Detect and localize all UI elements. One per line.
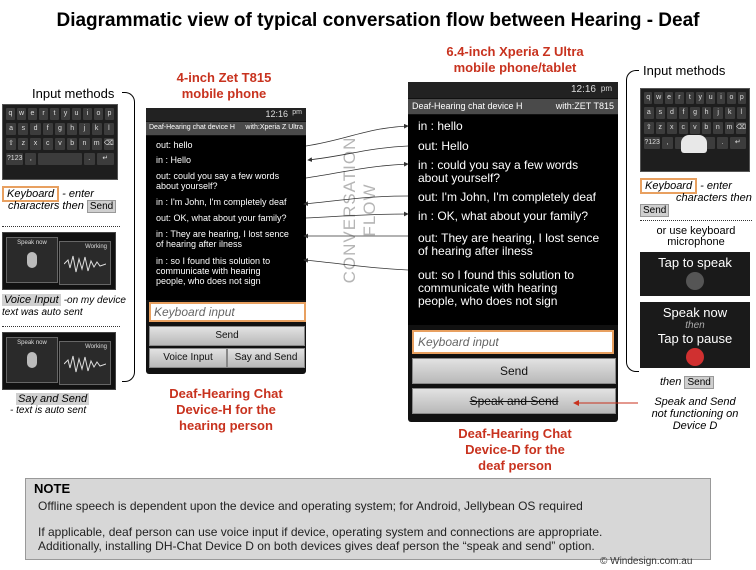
key: k [725,107,735,119]
speak-now-card [6,337,58,383]
kbd-row-1 [6,108,114,120]
key: g [55,123,65,135]
kbd-row-4 [6,153,114,165]
key: ⇧ [644,122,654,134]
message: in : They are hearing, I lost sence of hearing after ilness [156,229,289,249]
microphone-icon [686,272,704,290]
voice-input-desc [2,294,132,318]
clock: 12:16 [265,109,288,119]
voice-input-text: -on my device text was auto sent [2,295,126,318]
send-badge: Send [640,204,669,217]
microphone-icon [27,252,37,268]
message: out: so I found this solution to communicate with hearing people, who does not sign [418,268,575,308]
key: l [737,107,747,119]
keyboard-thumbnail-right [640,88,750,172]
keyboard-desc-left [2,188,122,212]
say-send-tag: Say and Send [18,393,88,405]
kbd-row-2 [644,107,746,119]
message: in : so I found this solution to communicate with hearing people, who does not sign [156,256,271,286]
arrow-to-speak-send [570,396,640,410]
key: d [30,123,40,135]
key: o [727,92,735,104]
message: out: They are hearing, I lost sence of hearing after ilness [418,231,600,258]
key: . [84,153,95,165]
key: ⌫ [736,122,746,134]
right-phone [408,82,618,422]
message: in : I'm John, I'm completely deaf [156,197,287,207]
key: ↵ [730,137,746,149]
key: z [656,122,666,134]
key: j [713,107,723,119]
header-title: Deaf-Hearing chat device H [412,101,523,111]
flow-arrows [296,110,416,290]
key: n [713,122,723,134]
key: f [679,107,689,119]
speak-send-note: Speak and Send not functioning on Device D [651,396,739,432]
microphone-icon [27,352,37,368]
key: , [25,153,36,165]
waveform-icon [64,254,106,274]
left-bracket [122,92,135,382]
chat-header [408,99,618,114]
key: x [667,122,677,134]
working-text: Working [85,344,107,350]
working-text: Working [85,244,107,250]
kbd-row-2 [6,123,114,135]
clock: 12:16 [570,84,596,95]
send-badge: Send [87,200,116,213]
key: z [18,138,28,150]
message: out: OK, what about your family? [156,213,287,223]
conversation-flow-label: CONVERSATION FLOW [340,136,379,284]
key: w [654,92,662,104]
finger-tap-icon [681,135,707,153]
keyboard-text-2: characters then [8,200,84,212]
message: out: could you say a few words about yourself? [156,171,280,191]
keyboard-thumbnail-left [2,104,118,180]
space-key [38,153,81,165]
key: , [662,137,672,149]
key: h [702,107,712,119]
input-methods-label-right: Input methods [643,63,726,78]
key: v [55,138,65,150]
key: u [706,92,714,104]
messages-area [408,115,618,325]
send-badge: Send [684,376,713,389]
page-title: Diagrammatic view of typical conversation flow between Hearing - Deaf [56,10,700,31]
message: out: I'm John, I'm completely deaf [418,190,596,204]
key: l [104,123,114,135]
right-phone-model: 6.4-inch Xperia Z Ultra mobile phone/tablet [446,44,584,75]
kbd-row-3 [6,138,114,150]
key: u [72,108,81,120]
message: in : could you say a few words about yourself? [418,158,579,185]
key: ?123 [644,137,660,149]
tap-to-speak-text: Tap to speak [658,255,732,270]
divider [640,220,752,221]
key: d [667,107,677,119]
tap-to-pause-text: Tap to pause [657,331,733,346]
then-text: then [660,376,682,388]
say-send-text: - text is auto sent [10,405,87,416]
header-title: Deaf-Hearing chat device H [149,124,235,131]
working-card [59,241,111,285]
kbd-row-1 [644,92,746,104]
divider [2,226,120,227]
key: v [690,122,700,134]
key: . [717,137,727,149]
keyboard-text-2: characters then [676,192,752,204]
kbd-row-3 [644,122,746,134]
key: f [43,123,53,135]
key: c [43,138,53,150]
microphone-active-icon [686,348,704,366]
voice-input-tag: Voice Input [4,294,59,306]
voice-input-thumbnail [2,232,116,290]
message: out: Hello [418,139,469,153]
keyboard-tag: Keyboard [2,186,59,202]
key: m [92,138,102,150]
note-box [25,478,711,560]
key: q [644,92,652,104]
message: in : OK, what about your family? [418,209,589,223]
key: ⇧ [6,138,16,150]
left-phone-model: 4-inch Zet T815 mobile phone [176,70,272,101]
note-line: Offline speech is dependent upon the device and operating system; for Android, Jellybean OS required [38,499,583,513]
key: ⌫ [104,138,114,150]
say-and-send-button[interactable]: Say and Send [227,348,305,368]
note-line: If applicable, deaf person can use voice input if device, operating system and connections are appropriate. [38,525,603,539]
speak-and-send-button[interactable]: Speak and Send [412,388,616,414]
key: b [67,138,77,150]
key: y [696,92,704,104]
waveform-icon [64,354,106,374]
key: a [644,107,654,119]
key: n [79,138,89,150]
key: t [50,108,59,120]
key: g [690,107,700,119]
input-methods-label-left: Input methods [32,86,115,101]
speak-now-text: Speak now [17,340,47,346]
right-phone-caption: Deaf-Hearing Chat Device-D for the deaf person [458,426,572,473]
key: c [679,122,689,134]
speak-now-text: Speak now [662,305,728,320]
message: in : hello [418,119,463,133]
key: o [94,108,103,120]
key: s [656,107,666,119]
key: j [79,123,89,135]
key: r [675,92,683,104]
then-text: then [685,320,705,331]
key: i [717,92,725,104]
key: s [18,123,28,135]
left-phone-caption: Deaf-Hearing Chat Device-H for the hearing person [169,386,283,433]
key: x [30,138,40,150]
key: b [702,122,712,134]
key: k [92,123,102,135]
status-bar: 12:16 pm [146,108,306,121]
voice-input-button[interactable]: Voice Input [149,348,227,368]
key: i [83,108,92,120]
key: e [665,92,673,104]
say-send-desc [10,393,130,416]
note-line: Additionally, installing DH-Chat Device D on both devices gives deaf person the “speak and send” option. [38,539,595,553]
key: h [67,123,77,135]
left-phone [146,108,306,374]
key: ↵ [97,153,114,165]
key: a [6,123,16,135]
or-use-keyboard-mic: or use keyboard microphone [656,225,736,248]
chat-header [146,122,306,135]
header-partner: with:ZET T815 [555,101,614,111]
key: w [17,108,26,120]
key: e [28,108,37,120]
divider [2,326,120,327]
tap-to-pause-panel[interactable] [640,302,750,368]
keyboard-text: - enter [700,180,732,192]
keyboard-desc-right [640,180,756,216]
keyboard-input-field[interactable]: Keyboard input [149,302,306,322]
key: y [61,108,70,120]
send-button[interactable]: Send [149,326,305,346]
message: out: hello [156,140,193,150]
key: p [105,108,114,120]
keyboard-text: - enter [62,188,94,200]
then-send-desc [660,376,714,388]
key: q [6,108,15,120]
right-bracket [626,70,639,372]
key: p [738,92,746,104]
key: r [39,108,48,120]
note-heading: NOTE [34,481,71,496]
speak-now-card [6,237,58,283]
message: in : Hello [156,155,192,165]
keyboard-tag: Keyboard [640,178,697,194]
key: t [686,92,694,104]
messages-area [146,136,306,300]
key: ?123 [6,153,23,165]
working-card [59,341,111,385]
header-partner: with:Xperia Z Ultra [245,124,303,131]
key: m [725,122,735,134]
send-button[interactable]: Send [412,358,616,384]
tap-to-speak-panel[interactable] [640,252,750,296]
keyboard-input-field[interactable]: Keyboard input [412,330,614,354]
status-bar: 12:16 pm [408,82,618,98]
say-and-send-thumbnail [2,332,116,390]
speak-now-text: Speak now [17,240,47,246]
copyright: © Windesign.com.au [600,556,693,567]
